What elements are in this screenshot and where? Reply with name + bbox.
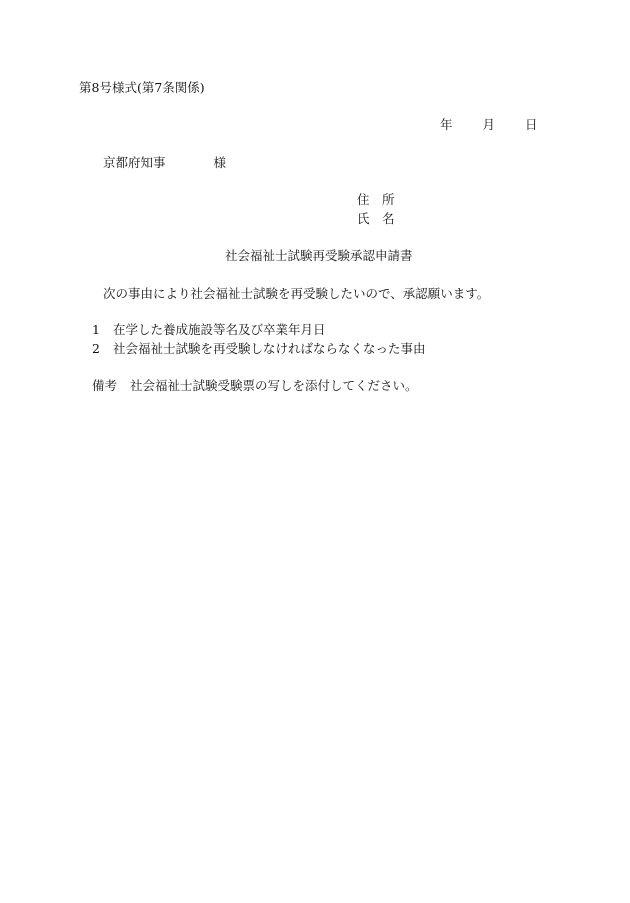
item-text: 社会福祉士試験を再受験しなければならなくなった事由 xyxy=(112,341,426,356)
date-day: 日 xyxy=(525,117,538,132)
address-label: 住 所 xyxy=(357,192,395,207)
item-number: 1 xyxy=(92,322,100,337)
body-text: 次の事由により社会福祉士試験を再受験したいので、承認願います。 xyxy=(103,286,490,301)
addressee-honorific: 様 xyxy=(213,155,227,170)
document-title: 社会福祉士試験再受験承認申請書 xyxy=(225,248,413,263)
list-item-2 xyxy=(92,342,426,356)
addressee-name: 京都府知事 xyxy=(103,155,166,170)
remarks-text: 社会福祉士試験受験票の写しを添付してください。 xyxy=(129,378,418,393)
list-item-1 xyxy=(92,323,326,337)
date-year: 年 xyxy=(440,117,453,132)
remarks-label: 備考 xyxy=(92,378,118,393)
addressee-line xyxy=(103,156,226,170)
date-month: 月 xyxy=(482,117,496,132)
item-text: 在学した養成施設等名及び卒業年月日 xyxy=(112,322,326,337)
item-number: 2 xyxy=(92,341,100,356)
remarks-line xyxy=(92,379,418,393)
date-line xyxy=(440,118,538,132)
form-number: 第8号様式(第7条関係) xyxy=(79,80,205,95)
name-label: 氏 名 xyxy=(357,211,395,226)
